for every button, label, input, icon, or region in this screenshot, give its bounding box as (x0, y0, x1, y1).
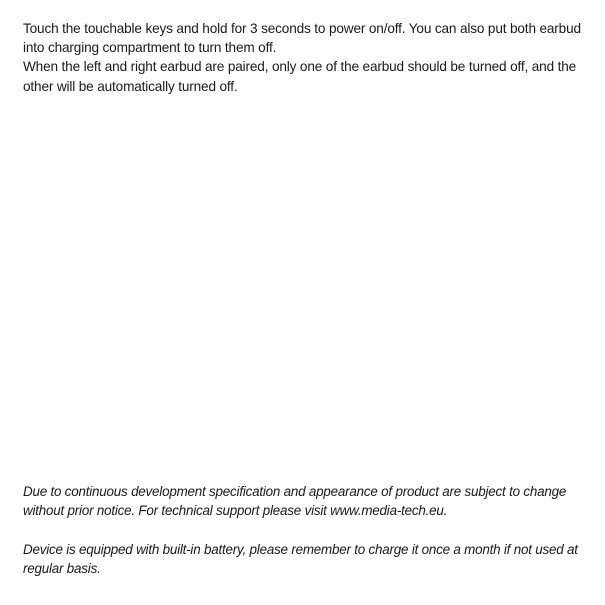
battery-notice: Device is equipped with built-in battery, please remember to charge it once a month if not used at regular basis. (23, 541, 578, 577)
legal-notices-section (23, 482, 588, 579)
pairing-power-off-instruction: When the left and right earbud are paired, only one of the earbud should be turned off, and the other will be automatically turned off. (23, 59, 577, 94)
development-notice: Due to continuous development specification and appearance of product are subject to change without prior notice. For technical support please visit www.media-tech.eu. (23, 484, 567, 519)
power-instructions-section (23, 19, 588, 96)
power-on-off-instruction: Touch the touchable keys and hold for 3 seconds to power on/off. You can also put both earbud into charging compartment to turn them off. (23, 21, 581, 56)
